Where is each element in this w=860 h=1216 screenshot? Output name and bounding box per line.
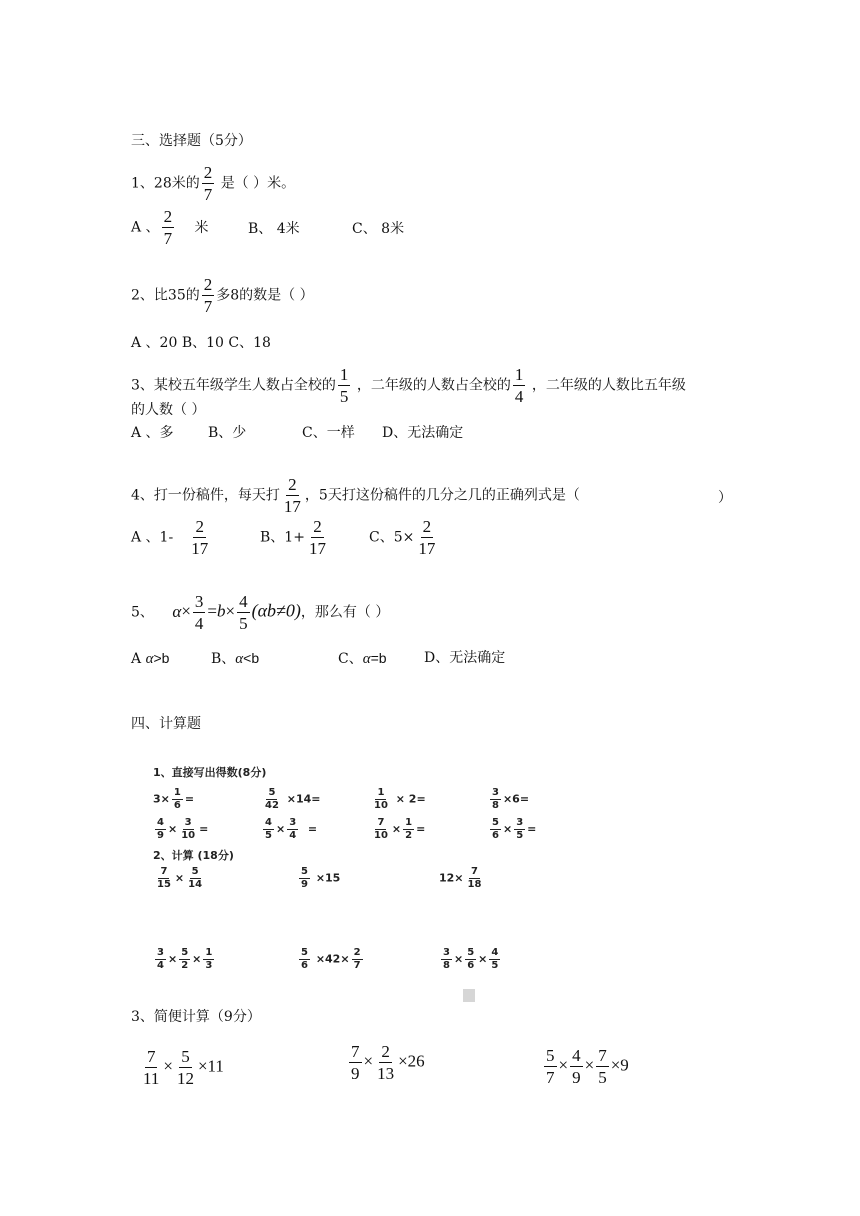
exercise: $\frac{5}{7}$ × $\frac{4}{9}$ × $\frac{7}{5}$ ×9 bbox=[546, 1046, 629, 1087]
fraction: $\frac{1}{4}$ bbox=[514, 365, 524, 406]
scan-artifact-mark bbox=[463, 989, 475, 1002]
exercise: $\frac{4}{9}$ × $\frac{3}{10}$ = bbox=[157, 817, 209, 841]
fraction: $\frac{2}{17}$ bbox=[191, 517, 209, 558]
question-3-option-c: C、一样 bbox=[302, 425, 355, 441]
question-1-options: A 、 $\frac{2}{7}$ 米 bbox=[131, 207, 209, 248]
fraction: $\frac{3}{4}$ bbox=[194, 592, 204, 633]
fraction: $\frac{2}{7}$ bbox=[203, 163, 213, 204]
question-5: 5、 α× $\frac{3}{4}$ =b× $\frac{4}{5}$ (αb≠0)，那么有（ ） bbox=[131, 592, 390, 633]
question-3: 3、某校五年级学生人数占全校的 $\frac{1}{5}$ ，二年级的人数占全校的 $\frac{1}{4}$ ，二年级的人数比五年级 bbox=[131, 365, 686, 406]
subsection-1-title: 1、直接写出得数(8分) bbox=[153, 766, 267, 779]
question-4-close-paren: ） bbox=[718, 490, 732, 506]
question-2-options: A 、20 B、10 C、18 bbox=[131, 335, 271, 351]
exercise: $\frac{1}{10}$ × 2= bbox=[374, 787, 426, 811]
section3-title: 三、选择题（5分） bbox=[131, 133, 252, 149]
section4-title: 四、计算题 bbox=[131, 716, 201, 732]
fraction: $\frac{2}{7}$ bbox=[203, 275, 213, 316]
question-3-option-b: B、少 bbox=[208, 425, 247, 441]
exercise: $\frac{3}{8}$ × $\frac{5}{6}$ × $\frac{4}{5}$ bbox=[443, 947, 499, 971]
fraction: $\frac{4}{5}$ bbox=[239, 592, 248, 633]
question-5-option-a: A α>b bbox=[131, 650, 170, 667]
question-3-line2: 的人数（ ） bbox=[131, 402, 206, 418]
exercise: $\frac{7}{15}$ × $\frac{5}{14}$ bbox=[157, 866, 203, 890]
exercise: $\frac{5}{42}$ ×14= bbox=[265, 787, 321, 811]
option-b: B、 4米 bbox=[248, 221, 300, 237]
question-3-option-a: A 、多 bbox=[131, 425, 174, 441]
exercise: $\frac{7}{10}$ × $\frac{1}{2}$ = bbox=[374, 817, 426, 841]
option-c: C、 8米 bbox=[352, 221, 405, 237]
exercise: $\frac{5}{6}$ × $\frac{3}{5}$ = bbox=[492, 817, 537, 841]
question-5-option-c: C、α=b bbox=[338, 650, 387, 667]
exercise: $\frac{3}{8}$ ×6= bbox=[492, 787, 530, 811]
question-5-option-b: B、α<b bbox=[211, 650, 260, 667]
exercise: 12× $\frac{7}{18}$ bbox=[439, 866, 482, 890]
exercise: $\frac{7}{11}$ × $\frac{5}{12}$ ×11 bbox=[143, 1047, 224, 1088]
exercise: $\frac{3}{4}$ × $\frac{5}{2}$ × $\frac{1}{3}$ bbox=[157, 947, 213, 971]
fraction: $\frac{2}{17}$ bbox=[308, 517, 326, 558]
question-4: 4、打一份稿件，每天打 $\frac{2}{17}$ ，5天打这份稿件的几分之几的正确列式是（ bbox=[131, 475, 580, 516]
question-2: 2、比35的 $\frac{2}{7}$ 多8的数是（ ） bbox=[131, 275, 314, 316]
fraction: $\frac{2}{17}$ bbox=[418, 517, 436, 558]
exercise: $\frac{7}{9}$ × $\frac{2}{13}$ ×26 bbox=[351, 1042, 425, 1083]
exercise: $\frac{5}{6}$ ×42× $\frac{2}{7}$ bbox=[301, 947, 361, 971]
question-1: 1、28米的 $\frac{2}{7}$ 是（ ）米。 bbox=[131, 163, 296, 204]
question-3-option-d: D、无法确定 bbox=[382, 425, 464, 441]
fraction: $\frac{1}{5}$ bbox=[339, 365, 349, 406]
fraction: $\frac{2}{17}$ bbox=[283, 475, 301, 516]
question-4-option-c: C、5× $\frac{2}{17}$ bbox=[369, 517, 436, 558]
subsection-2-title: 2、计算 (18分) bbox=[153, 849, 234, 862]
exercise: 3× $\frac{1}{6}$ = bbox=[153, 787, 195, 811]
question-5-option-d: D、无法确定 bbox=[424, 650, 506, 666]
question-4-option-a: A 、1- $\frac{2}{17}$ bbox=[131, 517, 209, 558]
question-4-option-b: B、1+ $\frac{2}{17}$ bbox=[260, 517, 326, 558]
exercise: $\frac{5}{9}$ ×15 bbox=[301, 866, 341, 890]
exercise: $\frac{4}{5}$ × $\frac{3}{4}$ = bbox=[265, 817, 318, 841]
fraction: $\frac{2}{7}$ bbox=[163, 207, 173, 248]
subsection-3-title: 3、简便计算（9分） bbox=[131, 1009, 261, 1025]
